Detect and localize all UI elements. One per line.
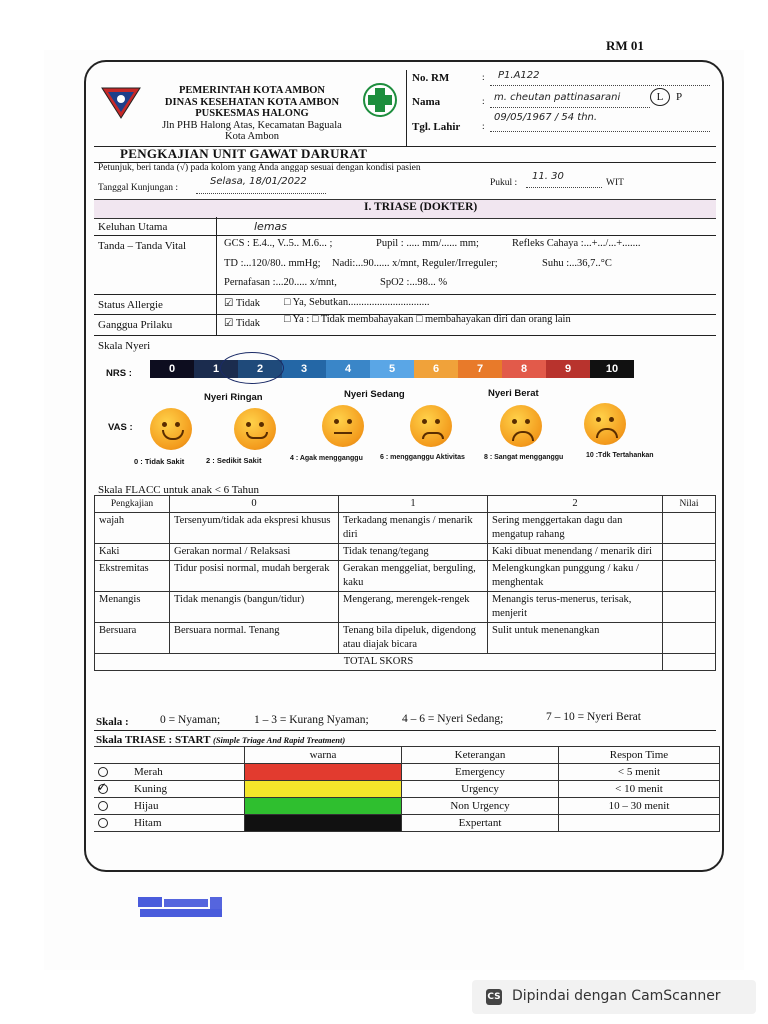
vas-label-0: 0 : Tidak Sakit [134, 457, 185, 466]
allergie-tidak-label: Tidak [235, 298, 260, 309]
nadi-field[interactable]: Nadi:...90...... x/mnt, Reguler/Irreguler; [332, 258, 498, 269]
flacc-cell: Tidak menangis (bangun/tidur) [170, 592, 339, 623]
radio-hijau[interactable] [98, 801, 108, 811]
prilaku-tidak[interactable]: ☑ Tidak [224, 318, 260, 329]
camscanner-text: Dipindai dengan CamScanner [512, 988, 721, 1004]
flacc-header-row [95, 496, 716, 513]
start-title-text: Skala TRIASE : START [96, 734, 211, 746]
flacc-total-row [95, 654, 716, 671]
check-mark-icon: ✓ [97, 780, 108, 795]
flacc-cell: Sering menggertakan dagu dan mengatup rahang [488, 513, 663, 544]
vas-face-4[interactable] [322, 405, 364, 447]
skala-item: 7 – 10 = Nyeri Berat [546, 711, 641, 723]
flacc-cell: Bersuara normal. Tenang [170, 623, 339, 654]
start-option-kuning[interactable] [94, 781, 245, 798]
radio-kuning-checked[interactable] [97, 780, 108, 795]
skala-nyeri-label: Skala Nyeri [98, 340, 151, 352]
start-header-row [94, 747, 720, 764]
vas-face-10[interactable] [584, 403, 626, 445]
petunjuk-text: Petunjuk, beri tanda (√) pada kolom yang Anda anggap sesuai dengan kondisi pasien [98, 163, 421, 173]
table-row[interactable] [94, 781, 720, 798]
vas-face-0[interactable] [150, 408, 192, 450]
tanggal-kunjungan-value[interactable]: Selasa, 18/01/2022 [210, 176, 307, 187]
camscanner-watermark [472, 980, 756, 1014]
spo2-field[interactable]: SpO2 :...98... % [380, 277, 448, 288]
pukul-value[interactable]: 11. 30 [532, 171, 564, 182]
allergie-label: Status Allergie [98, 299, 163, 311]
flacc-nilai-cell[interactable] [663, 561, 716, 592]
tgl-lahir-label: Tgl. Lahir [412, 121, 461, 133]
flacc-nilai-cell[interactable] [663, 623, 716, 654]
start-head: Keterangan [402, 747, 559, 764]
start-option-merah[interactable] [94, 764, 245, 781]
vital-label: Tanda – Tanda Vital [98, 240, 187, 252]
flacc-nilai-cell[interactable] [663, 592, 716, 623]
skala-item: 0 = Nyaman; [160, 714, 221, 726]
vas-face-6[interactable] [410, 405, 452, 447]
nrs-cell-2[interactable]: 2 [238, 360, 282, 378]
vas-label: VAS : [108, 422, 133, 433]
flacc-nilai-cell[interactable] [663, 513, 716, 544]
pernafasan-field[interactable]: Pernafasan :...20..... x/mnt, [224, 277, 337, 288]
color-swatch-kuning [245, 781, 402, 798]
suhu-field[interactable]: Suhu :...36,7..°C [542, 258, 612, 269]
vas-face-2[interactable] [234, 408, 276, 450]
form-title: PENGKAJIAN UNIT GAWAT DARURAT [120, 146, 368, 161]
keluhan-label: Keluhan Utama [98, 221, 168, 233]
no-rm-label: No. RM [412, 72, 450, 84]
flacc-cell: Ekstremitas [95, 561, 170, 592]
tanggal-kunjungan-label: Tanggal Kunjungan : [98, 183, 179, 193]
start-name: Kuning [134, 783, 167, 795]
triase-section-band [94, 199, 716, 219]
flacc-head: Pengkajian [95, 496, 170, 513]
prilaku-label: Ganggua Prilaku [98, 319, 173, 331]
allergie-tidak[interactable]: ☑ Tidak [224, 298, 260, 309]
color-swatch-hijau [245, 798, 402, 815]
refleks-field[interactable]: Refleks Cahaya :...+.../...+....... [512, 238, 641, 249]
nama-value[interactable]: m. cheutan pattinasarani [494, 92, 621, 103]
start-head: warna [245, 747, 402, 764]
flacc-cell: Melengkungkan punggung / kaku / menghentak [488, 561, 663, 592]
prilaku-tidak-label: Tidak [235, 318, 260, 329]
table-row[interactable] [94, 798, 720, 815]
ambon-city-logo [100, 84, 142, 120]
nrs-cell-5[interactable]: 5 [370, 360, 414, 378]
start-time [559, 815, 720, 832]
nrs-label: NRS : [106, 368, 132, 379]
start-title [96, 734, 345, 746]
camscanner-icon: CS [486, 989, 502, 1005]
vas-face-8[interactable] [500, 405, 542, 447]
radio-merah[interactable] [98, 767, 108, 777]
header-line: DINAS KESEHATAN KOTA AMBON [164, 96, 340, 108]
flacc-cell: Tidur posisi normal, mudah bergerak [170, 561, 339, 592]
pupil-field[interactable]: Pupil : ..... mm/...... mm; [376, 238, 479, 249]
flacc-cell: Menangis terus-menerus, terisak, menjerit [488, 592, 663, 623]
flacc-head: Nilai [663, 496, 716, 513]
start-table [94, 746, 720, 832]
header-address: Kota Ambon [225, 131, 279, 142]
table-row [95, 592, 716, 623]
nrs-cell-3[interactable]: 3 [282, 360, 326, 378]
timezone: WIT [606, 178, 624, 188]
start-name: Merah [134, 766, 163, 778]
nyeri-sedang: Nyeri Sedang [344, 389, 405, 400]
institution-header [146, 85, 358, 143]
flacc-cell: Tenang bila dipeluk, digendong atau diajak bicara [339, 623, 488, 654]
nrs-cell-7[interactable]: 7 [458, 360, 502, 378]
start-option-hitam[interactable] [94, 815, 245, 832]
flacc-cell: Gerakan normal / Relaksasi [170, 544, 339, 561]
flacc-total-label: TOTAL SKORS [95, 654, 663, 671]
start-ket: Urgency [402, 781, 559, 798]
nyeri-ringan: Nyeri Ringan [204, 392, 263, 403]
flacc-cell: Tidak tenang/tegang [339, 544, 488, 561]
flacc-cell: wajah [95, 513, 170, 544]
tgl-lahir-value[interactable]: 09/05/1967 / 54 thn. [494, 112, 598, 123]
nama-label: Nama [412, 96, 441, 108]
flacc-cell: Tersenyum/tidak ada ekspresi khusus [170, 513, 339, 544]
sex-p[interactable]: P [676, 91, 683, 103]
flacc-cell: Mengerang, merengek-rengek [339, 592, 488, 623]
flacc-nilai-cell[interactable] [663, 544, 716, 561]
vas-label-4: 4 : Agak mengganggu [290, 455, 363, 462]
sex-l[interactable]: L [650, 88, 670, 106]
flacc-cell: Kaki dibuat menendang / menarik diri [488, 544, 663, 561]
start-head: Respon Time [559, 747, 720, 764]
flacc-head: 1 [339, 496, 488, 513]
header-line: PEMERINTAH KOTA AMBON [178, 85, 326, 96]
color-swatch-hitam [245, 815, 402, 832]
nrs-cell-0[interactable]: 0 [150, 360, 194, 378]
start-name: Hijau [134, 800, 159, 812]
nrs-cell-4[interactable]: 4 [326, 360, 370, 378]
start-time: < 5 menit [559, 764, 720, 781]
vas-label-10: 10 :Tdk Tertahankan [586, 452, 654, 459]
flacc-cell: Bersuara [95, 623, 170, 654]
nrs-cell-8[interactable]: 8 [502, 360, 546, 378]
nrs-cell-1[interactable]: 1 [194, 360, 238, 378]
triase-title: I. TRIASE (DOKTER) [364, 201, 478, 213]
radio-hitam[interactable] [98, 818, 108, 828]
table-row[interactable] [94, 764, 720, 781]
flacc-head: 2 [488, 496, 663, 513]
no-rm-value[interactable]: P1.A122 [498, 70, 540, 81]
flacc-cell: Gerakan menggeliat, berguling, kaku [339, 561, 488, 592]
flacc-cell: Terkadang menangis / menarik diri [339, 513, 488, 544]
nrs-selected-circle [220, 352, 284, 384]
start-name: Hitam [134, 817, 162, 829]
header-line: PUSKESMAS HALONG [195, 108, 309, 119]
flacc-title: Skala FLACC untuk anak < 6 Tahun [98, 484, 260, 496]
gcs-field[interactable]: GCS : E.4.., V..5.. M.6... ; [224, 238, 333, 249]
header-address: Jln PHB Halong Atas, Kecamatan Baguala [162, 119, 342, 131]
color-swatch-merah [245, 764, 402, 781]
flacc-cell: Menangis [95, 592, 170, 623]
td-field[interactable]: TD :...120/80.. mmHg; [224, 258, 321, 269]
flacc-total-value[interactable] [663, 654, 716, 671]
keluhan-value[interactable]: lemas [254, 220, 288, 233]
table-row [95, 561, 716, 592]
vas-label-8: 8 : Sangat mengganggu [484, 454, 564, 461]
allergie-ya[interactable]: □ Ya, Sebutkan............................... [284, 297, 430, 308]
skala-item: 1 – 3 = Kurang Nyaman; [254, 714, 369, 726]
table-row [95, 544, 716, 561]
nrs-cell-9[interactable]: 9 [546, 360, 590, 378]
start-ket: Expertant [402, 815, 559, 832]
prilaku-ya[interactable]: □ Ya : □ Tidak membahayakan □ membahayakan diri dan orang lain [284, 314, 571, 325]
vas-label-6: 6 : mengganggu Aktivitas [380, 454, 465, 461]
start-ket: Emergency [402, 764, 559, 781]
table-row[interactable] [94, 815, 720, 832]
prilaku-ya-label: Ya : □ Tidak membahayakan □ membahayakan diri dan orang lain [292, 314, 571, 325]
blue-stamp-mark [136, 893, 226, 921]
start-subtitle: (Simple Triage And Rapid Treatment) [213, 735, 346, 745]
skala-label: Skala : [96, 716, 129, 728]
start-time: < 10 menit [559, 781, 720, 798]
pukul-label: Pukul : [490, 178, 518, 188]
skala-item: 4 – 6 = Nyeri Sedang; [402, 713, 504, 725]
table-row [95, 623, 716, 654]
health-cross-icon [362, 82, 398, 118]
start-time: 10 – 30 menit [559, 798, 720, 815]
flacc-cell: Sulit untuk menenangkan [488, 623, 663, 654]
form-code: RM 01 [606, 38, 644, 53]
flacc-head: 0 [170, 496, 339, 513]
nyeri-berat: Nyeri Berat [488, 388, 539, 399]
flacc-table [94, 495, 716, 671]
nrs-cell-10[interactable]: 10 [590, 360, 634, 378]
vas-label-2: 2 : Sedikit Sakit [206, 456, 262, 465]
start-option-hijau[interactable] [94, 798, 245, 815]
allergie-ya-label: Ya, Sebutkan............................... [292, 297, 430, 308]
table-row [95, 513, 716, 544]
start-ket: Non Urgency [402, 798, 559, 815]
nrs-cell-6[interactable]: 6 [414, 360, 458, 378]
flacc-cell: Kaki [95, 544, 170, 561]
